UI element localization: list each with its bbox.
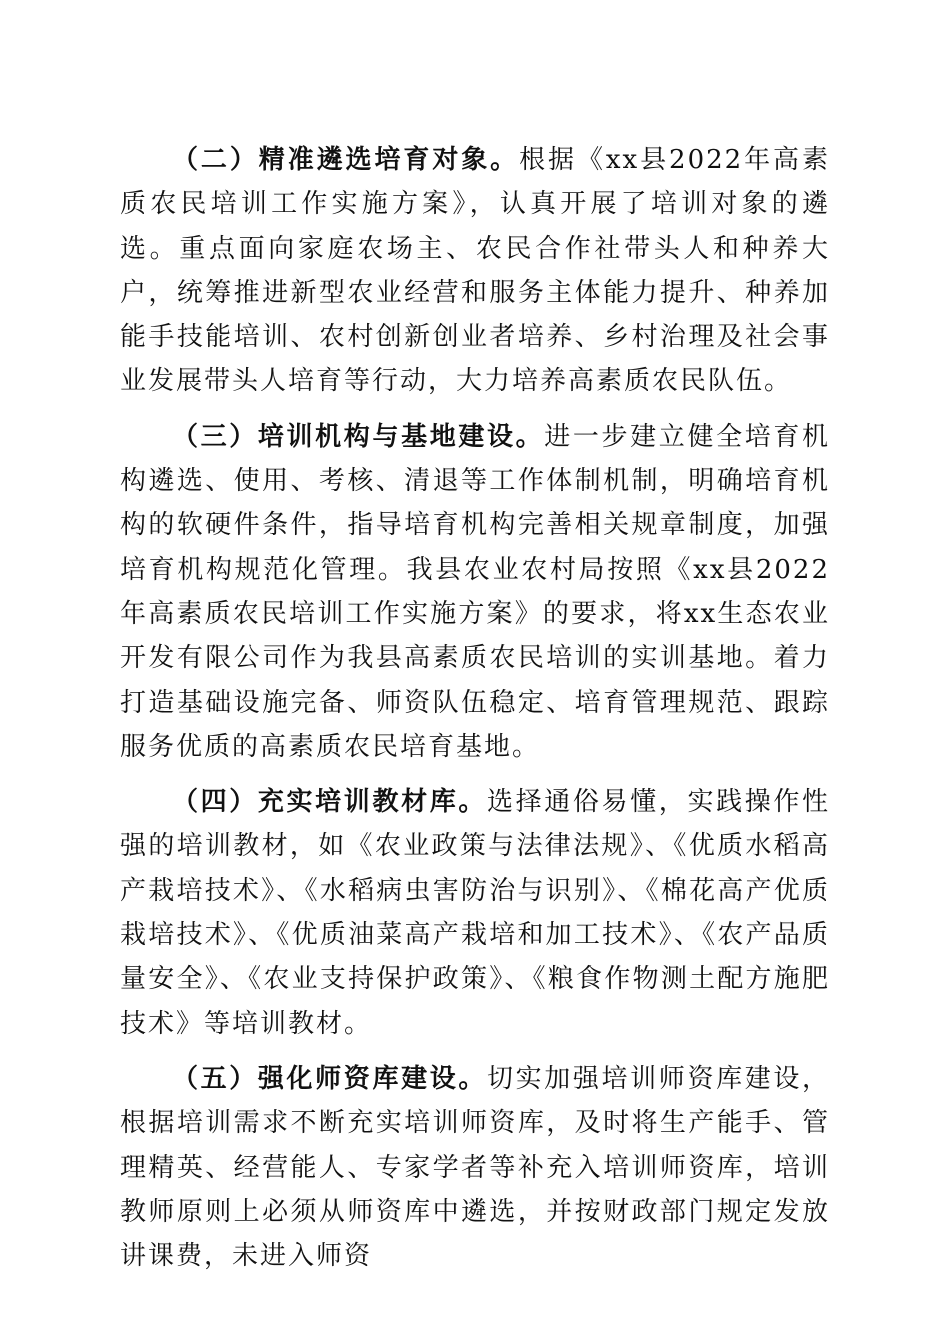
document-body: [120, 138, 830, 1289]
section-paragraph-4: [120, 780, 830, 1046]
section-text-3: 进一步建立健全培育机构遴选、使用、考核、清退等工作体制机制，明确培育机构的软硬件条件，指导培育机构完善相关规章制度，加强培育机构规范化管理。我县农业农村局按照《xx县2022年高素质农民培训工作实施方案》的要求，将xx生态农业开发有限公司作为我县高素质农民培训的实训基地。着力打造基础设施完备、师资队伍稳定、培育管理规范、跟踪服务优质的高素质农民培育基地。: [120, 421, 830, 762]
section-paragraph-5: [120, 1057, 830, 1278]
section-text-5: 切实加强培训师资库建设，根据培训需求不断充实培训师资库，及时将生产能手、管理精英、经营能人、专家学者等补充入培训师资库，培训教师原则上必须从师资库中遴选，并按财政部门规定发放讲课费，未进入师资: [120, 1063, 830, 1272]
section-text-4: 选择通俗易懂，实践操作性强的培训教材，如《农业政策与法律法规》、《优质水稻高产栽培技术》、《水稻病虫害防治与识别》、《棉花高产优质栽培技术》、《优质油菜高产栽培和加工技术》、《农产品质量安全》、《农业支持保护政策》、《粮食作物测土配方施肥技术》等培训教材。: [120, 787, 830, 1039]
section-paragraph-3: [120, 415, 830, 769]
section-heading-5: （五）强化师资库建设。: [172, 1063, 487, 1094]
section-heading-4: （四）充实培训教材库。: [172, 787, 487, 818]
section-paragraph-2: [120, 138, 830, 404]
section-text-2: 根据《xx县2022年高素质农民培训工作实施方案》，认真开展了培训对象的遴选。重点面向家庭农场主、农民合作社带头人和种养大户，统筹推进新型农业经营和服务主体能力提升、种养加能手技能培训、农村创新创业者培养、乡村治理及社会事业发展带头人培育等行动，大力培养高素质农民队伍。: [120, 145, 830, 397]
section-heading-2: （二）精准遴选培育对象。: [172, 145, 520, 175]
section-heading-3: （三）培训机构与基地建设。: [172, 421, 545, 452]
